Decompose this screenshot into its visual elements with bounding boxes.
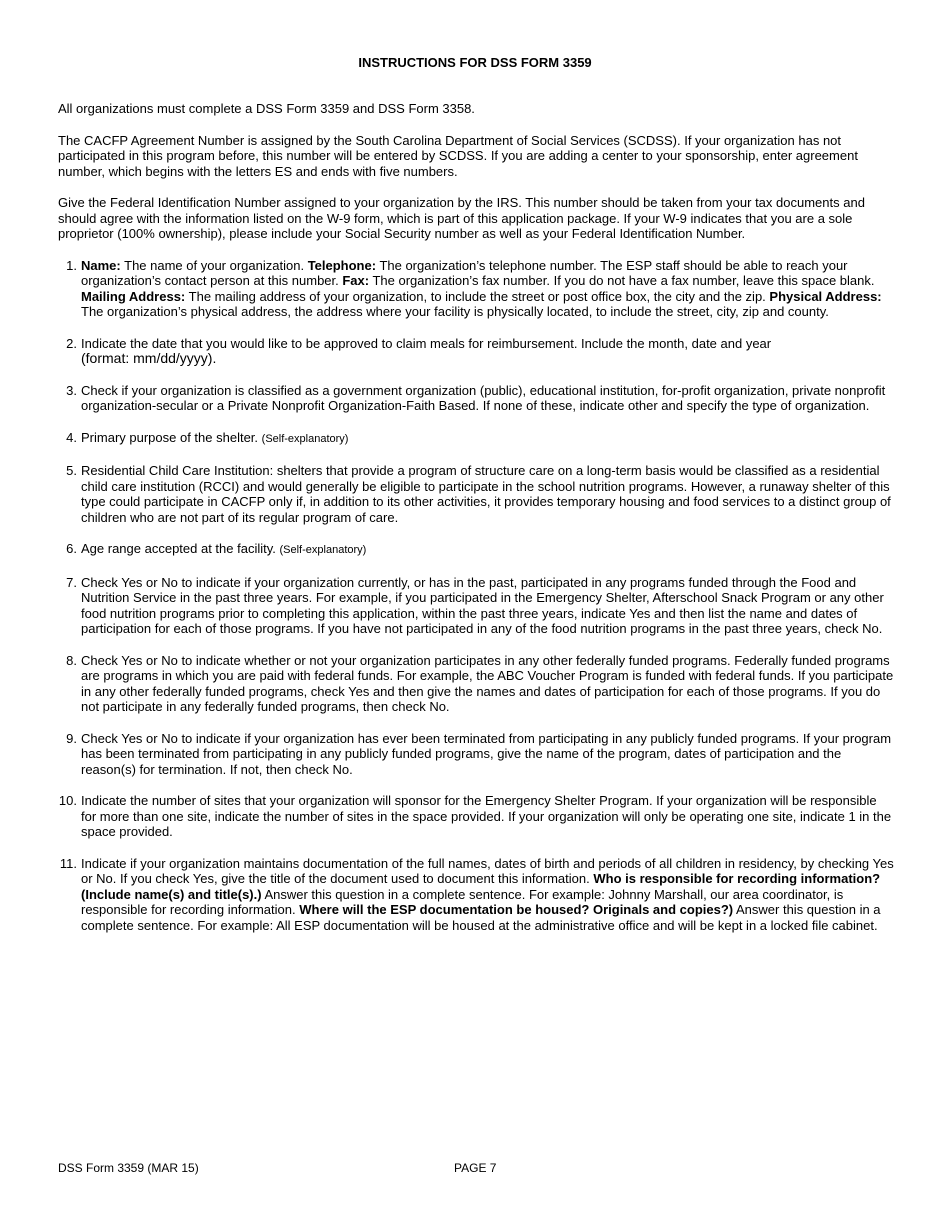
item-number: 10. <box>58 793 77 808</box>
item-number: 4. <box>66 429 77 445</box>
item-text: Check Yes or No to indicate if your organization has ever been terminated from participating in any publicly funded programs. If your program has been terminated from participating in any publicly funded programs, give the name of the program, dates of participation and the reason(s) for termination. If not, then check No. <box>81 730 892 777</box>
item-number: 8. <box>66 652 77 668</box>
item-text: The organization’s fax number. If you do not have a fax number, leave this space blank. <box>369 273 875 288</box>
list-item <box>58 430 894 448</box>
responsible-question: Who is responsible for recording information? (Include name(s) and title(s).) <box>81 871 881 902</box>
page-title: INSTRUCTIONS FOR DSS FORM 3359 <box>358 55 592 70</box>
item-text: Indicate the number of sites that your organization will sponsor for the Emergency Shelter Program. If your organization will be responsible for more than one site, indicate the number of sites in the space provided. If your organization will only be operating one site, indicate 1 in the space provided. <box>81 793 892 839</box>
item-number: 5. <box>66 463 77 478</box>
self-explanatory-note: (Self-explanatory) <box>279 544 367 556</box>
item-text: The mailing address of your organization, to include the street or post office box, the city and the zip. <box>185 288 770 304</box>
list-item <box>58 653 894 715</box>
item-text: Check Yes or No to indicate if your organization currently, or has in the past, participated in any programs funded through the Food and Nutrition Service in the past three years. For example, if you participated in the Emergency Shelter, Afterschool Snack Program or any other food nutrition programs prior to completing this application, within the past three years, indicate Yes and then list the name and dates of participation for each of those programs. If you have not participated in any of the food nutrition programs in the past three years, check No. <box>81 574 884 636</box>
instruction-list <box>58 258 894 934</box>
name-label: Name: <box>81 257 121 273</box>
list-item <box>58 336 894 367</box>
item-text: Check if your organization is classified as a government organization (public), educational institution, for-profit organization, private nonprofit organization-secular or a Private Nonprofit Organization-Faith Based. If none of these, indicate other and specify the type of organization. <box>81 382 886 413</box>
item-number: 6. <box>66 541 77 556</box>
physical-address-label: Physical Address: <box>769 288 882 304</box>
footer-form-id: DSS Form 3359 (MAR 15) <box>58 1161 199 1175</box>
item-text: The name of your organization. <box>120 257 308 273</box>
date-format-note: (format: mm/dd/yyyy). <box>81 350 217 366</box>
item-text: Primary purpose of the shelter. <box>81 429 262 445</box>
self-explanatory-note: (Self-explanatory) <box>261 432 349 445</box>
documentation-question: Where will the ESP documentation be housed? Originals and copies?) <box>299 902 734 917</box>
item-text: Check Yes or No to indicate whether or not your organization participates in any other federally funded programs. Federally funded programs are programs in which you are paid with federal funds. For example, the ABC Voucher Program is funded with federal funds. If you participate in any other federally funded programs, check Yes and then give the names and dates of participation for each of those programs. If you do not participate in any federally funded programs, then check No. <box>81 652 894 714</box>
intro-paragraph: Give the Federal Identification Number assigned to your organization by the IRS. This number should be taken from your tax documents and should agree with the information listed on the W-9 form, which is part of this application package. If your W-9 indicates that you are a sole proprietor (100% ownership), please include your Social Security number as well as your Federal Identification Number. <box>58 195 865 241</box>
intro-paragraph: The CACFP Agreement Number is assigned by the South Carolina Department of Social Services (SCDSS). If your organization has not participated in this program before, this number will be entered by SCDSS. If you are adding a center to your sponsorship, enter agreement number, which begins with the letters ES and ends with five numbers. <box>58 132 858 179</box>
list-item <box>58 383 894 414</box>
item-text: Answer this question in a complete sentence. For example: Johnny Marshall, our area coordinator, is responsible for recording information. <box>81 886 844 917</box>
item-text: Age range accepted at the facility. <box>81 541 280 556</box>
item-text: The organization’s physical address, the address where your facility is physically located, to include the street, city, zip and county. <box>81 304 829 319</box>
item-text: Residential Child Care Institution: shelters that provide a program of structure care on a long-term basis would be classified as a residential child care institution (RCCI) and would generally be eligible to participate in the school nutrition programs. However, a runaway shelter of this type could participate in CACFP only if, in addition to its other activities, it provides temporary housing and food services to a distinct group of children who are not part of its regular program of care. <box>81 463 891 525</box>
item-number: 11. <box>59 855 77 871</box>
item-text: Answer this question in a complete sentence. For example: All ESP documentation will be housed at the administrative office and will be kept in a locked file cabinet. <box>81 902 881 933</box>
list-item <box>58 463 894 525</box>
instructions-body <box>58 101 894 949</box>
item-number: 2. <box>66 335 77 351</box>
list-item <box>58 793 894 840</box>
item-number: 7. <box>66 574 77 590</box>
item-text: The organization’s telephone number. The ESP staff should be able to reach your organization’s contact person at this number. <box>81 257 848 288</box>
footer-page-number: PAGE 7 <box>454 1161 497 1175</box>
list-item <box>58 541 894 559</box>
mailing-address-label: Mailing Address: <box>81 288 186 304</box>
intro-paragraph: All organizations must complete a DSS Form 3359 and DSS Form 3358. <box>58 101 475 116</box>
list-item <box>58 258 894 320</box>
telephone-label: Telephone: <box>307 257 377 273</box>
item-text: Indicate if your organization maintains documentation of the full names, dates of birth and periods of all children in residency, by checking Yes or No. If you check Yes, give the title of the document used to document this information. <box>81 855 894 886</box>
fax-label: Fax: <box>342 273 370 288</box>
item-number: 3. <box>66 382 77 398</box>
item-number: 1. <box>66 257 77 273</box>
list-item <box>58 575 894 637</box>
list-item <box>58 731 894 778</box>
list-item <box>58 856 894 934</box>
item-number: 9. <box>66 730 77 746</box>
item-text: Indicate the date that you would like to be approved to claim meals for reimbursement. Include the month, date and year <box>81 335 772 351</box>
